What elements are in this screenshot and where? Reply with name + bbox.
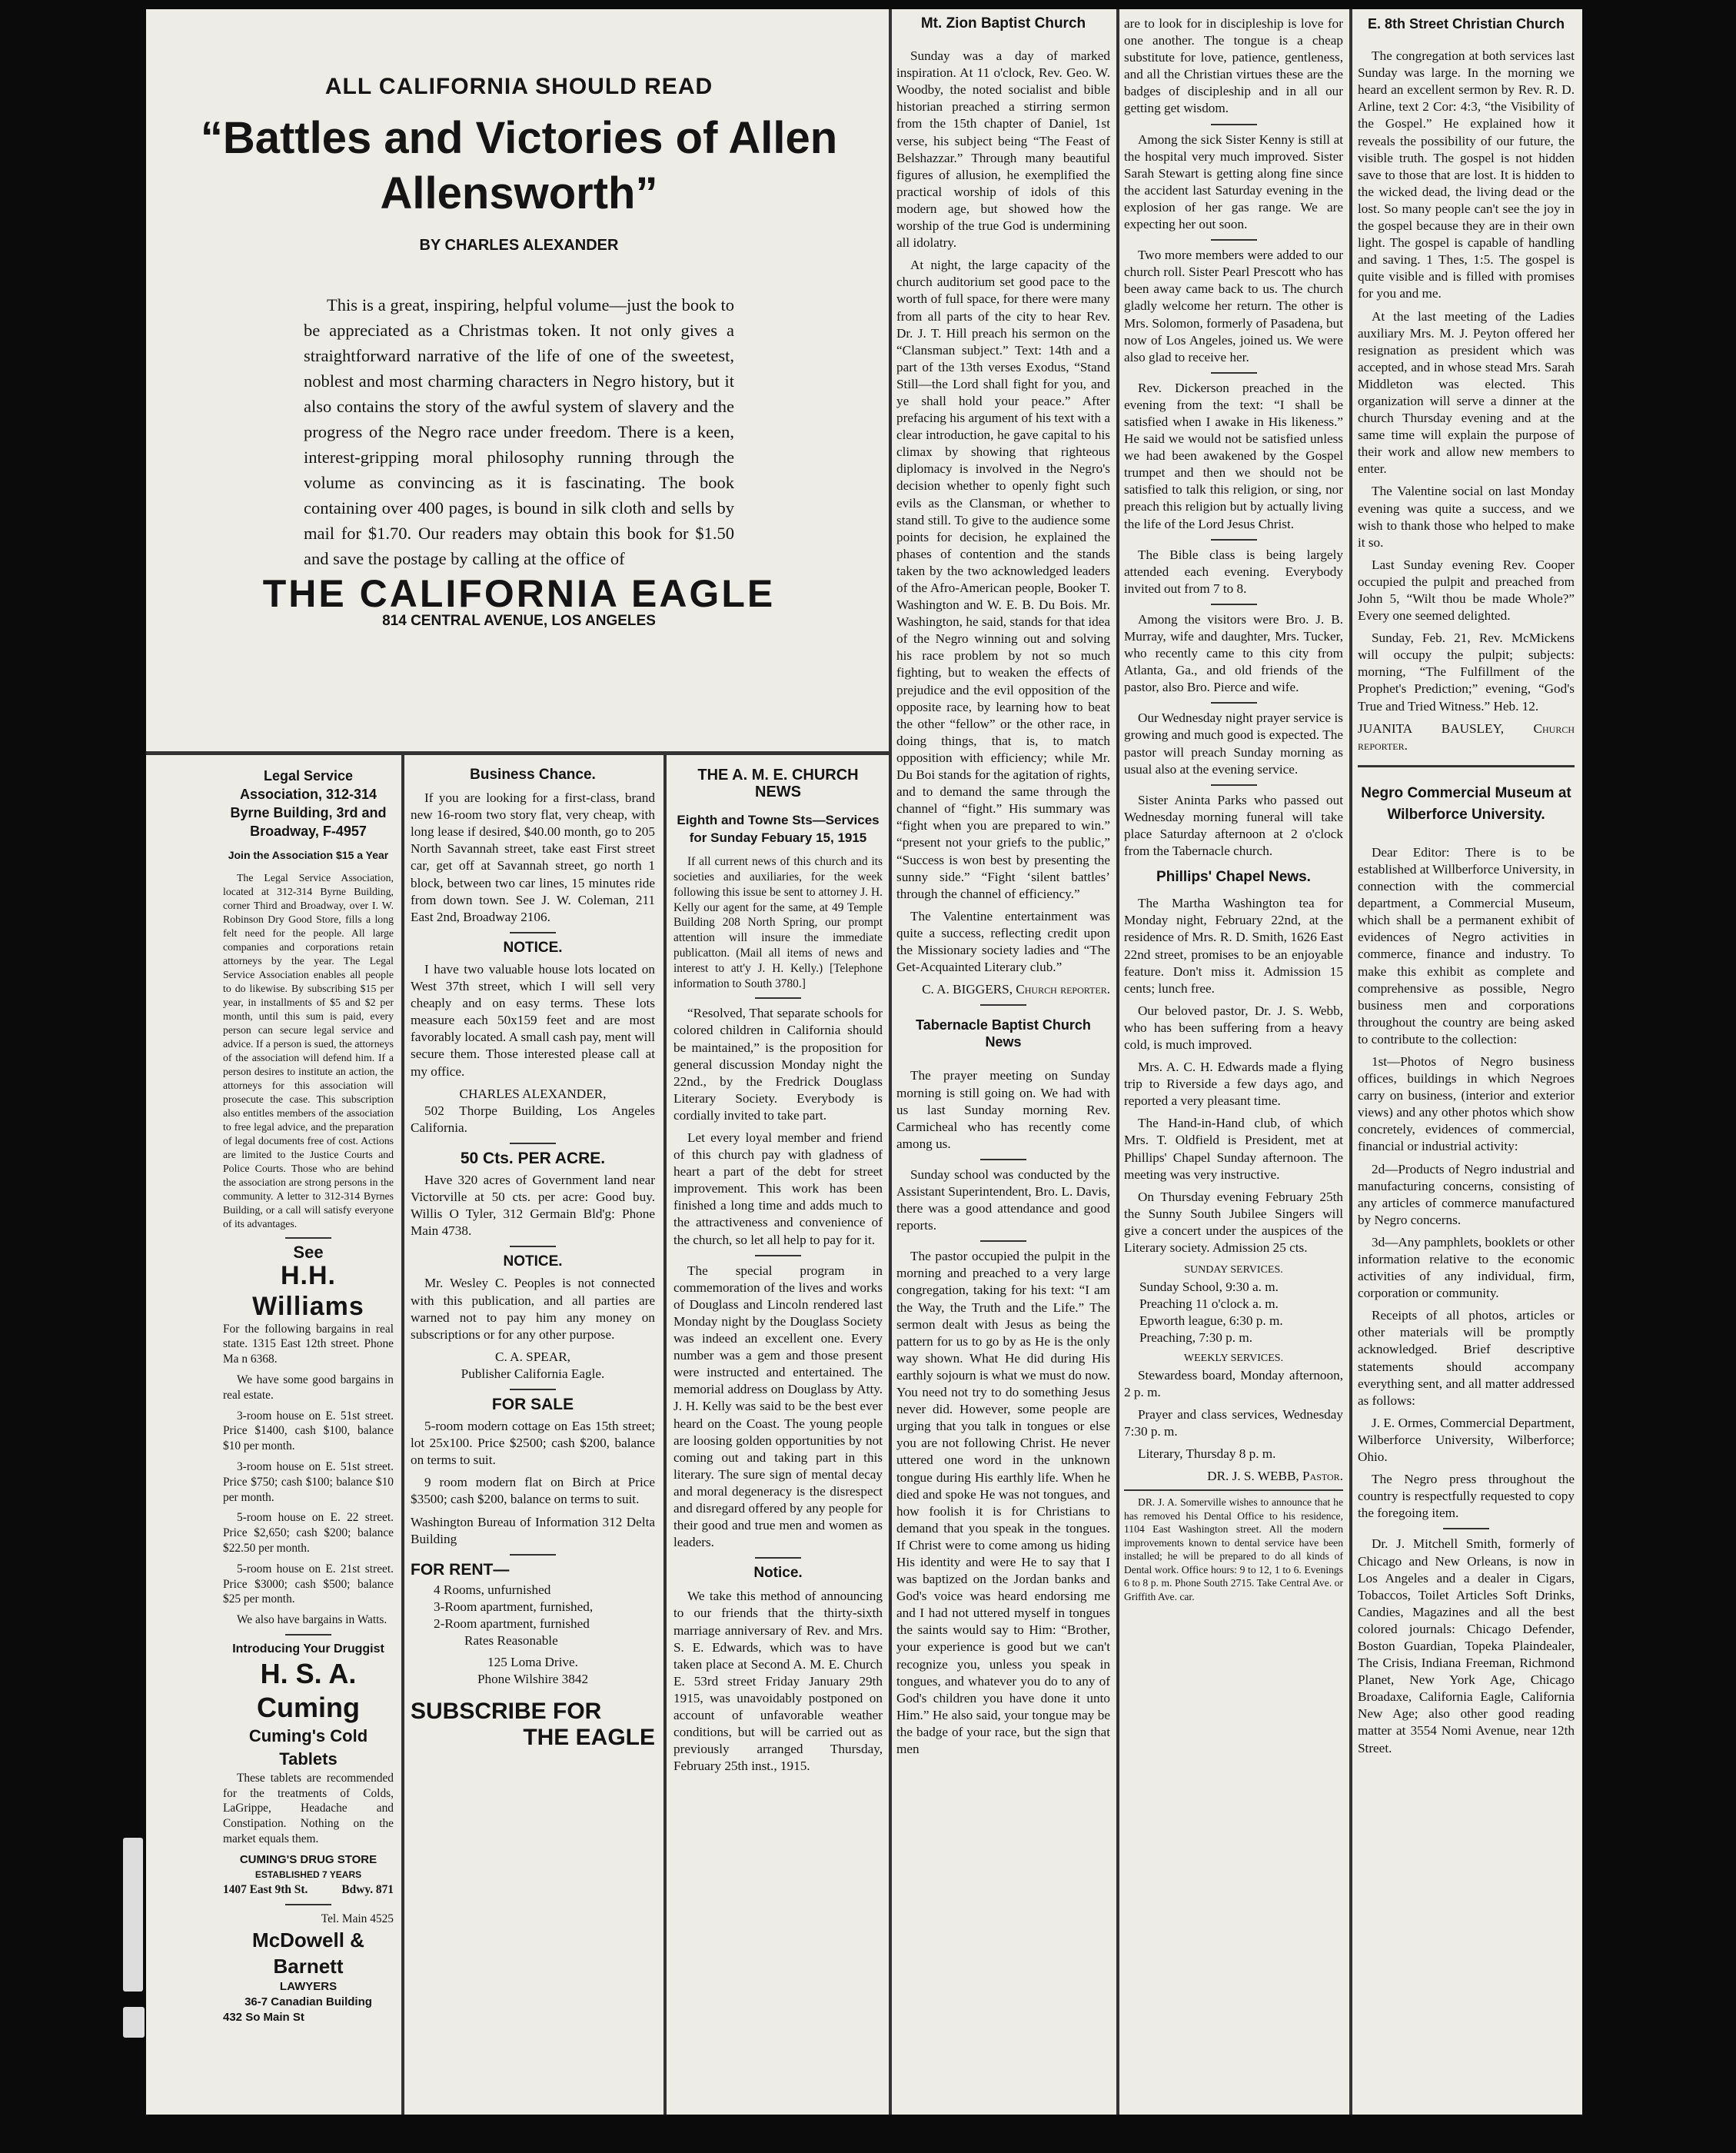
museum-paragraph: 2d—Products of Negro industrial and manufacturing concerns, consisting of any articles of commerce manufactured by Negro concerns. (1358, 1161, 1575, 1227)
sunday-service: Epworth league, 6:30 p. m. (1139, 1313, 1283, 1329)
column-1 (223, 767, 394, 2112)
for-sale-item: 9 room modern flat on Birch at Price $3500; cash $200, balance on terms to suit. (411, 1475, 655, 1507)
divider (1211, 124, 1257, 125)
legal-service-body: The Legal Service Association, located at 312-314 Byrne Building, corner Third and Broadway, over I. W. Robinson Dry Good Store, fills a long felt need for the people. All large companies and corporations retain attorneys by the year. The Legal Service Association enables all people to do likewise. By subscribing $15 per year, in installments of $5 and $2 per month, until this sum is paid, every person can secure legal service and advice. If a person is sued, the attorneys of the association will defend him. If a person desires to institute an action, the attorneys for this association will prosecute the case. This subscription also entitles members of the association to free legal advice, and the preparation of legal documents free of cost. Actions are limited to the Justice Courts and Police Courts. Those who are behind the association are strong persons in the community. A letter to 312-314 Byrnes Building, or a call will satisfy everyone of its advantages. (223, 871, 394, 1230)
phillips-paragraph: The Martha Washington tea for Monday night, February 22nd, at the residence of Mrs. R. D. Smith, 1626 East 22nd street, promises to be an enjoyable feature. Don't miss it. Admission 15 cents; lunch free. (1124, 896, 1343, 996)
tabernacle-continued: are to look for in discipleship is love for one another. The tongue is a cheap substitute for love, patience, gentleness, and all the Christian virtues these are the badges of discipleship and in all our getting get wisdom. (1124, 16, 1343, 116)
column-rule-5-6 (1349, 9, 1352, 2115)
business-chance-body: If you are looking for a first-class, brand new 16-room two story flat, very cheap, with long lease if desired, $40.00 month, go to 205 North Savannah street, take east First street car, get off at Savannah street, go north 1 block, between two car lines, 15 minutes ride from down town. See J. W. Coleman, 211 East 2nd, Broadway 2106. (411, 790, 655, 924)
divider (510, 932, 556, 933)
museum-paragraph: 1st—Photos of Negro business offices, buildings in which Negroes carry on business, (interior and exterior views) and any other photos which show concretely, evidences of commercial, financial or industrial activity: (1358, 1053, 1575, 1154)
phillips-heading: Phillips' Chapel News. (1156, 869, 1311, 886)
for-sale-bureau: Washington Bureau of Information 312 Delta Building (411, 1514, 655, 1546)
acre-body: Have 320 acres of Government land near Victorville at 50 cts. per acre: Good buy. Willis O Tyler, 312 Germain Bld'g: Phone Main 4738. (411, 1172, 655, 1239)
cuming-name: H. S. A. Cuming (257, 1657, 360, 1723)
margin-mark-dot (123, 2007, 145, 2038)
museum-paragraph: 3d—Any pamphlets, booklets or other information relative to the economic activities of any individual, firm, corporation or community. (1358, 1234, 1575, 1301)
legal-join-line: Join the Association $15 a Year (228, 849, 389, 861)
newspaper-page (146, 9, 1582, 2115)
christian-church-paragraph: The Valentine social on last Monday evening was quite a success, and we wish to thank those who helped to make it so. (1358, 484, 1575, 550)
notice-body: I have two valuable house lots located on West 37th street, which I will sell very cheaply and on easy terms. These lots measure each 50x159 feet and are most favorably located. A small cash pay, ment will secure them. Those interested please call at my office. (411, 961, 655, 1079)
tablets-body: These tablets are recommended for the treatments of Colds, LaGrippe, Headache and Constipation. Nothing on the market equals them. (223, 1771, 394, 1845)
notice-heading: NOTICE. (503, 939, 563, 956)
christian-church-paragraph: Last Sunday evening Rev. Cooper occupied the pulpit and preached from John 5, “Wilt thou be made Whole?” Every one seemed delighted. (1358, 557, 1575, 624)
column-rule-2-3 (663, 751, 667, 2115)
listing: 5-room house on E. 21st street. Price $3000; cash $500; balance $25 per month. (223, 1562, 394, 1606)
ame-church-heading: THE A. M. E. CHURCH NEWS (697, 767, 859, 801)
tabernacle-heading: Tabernacle Baptist Church News (916, 1017, 1091, 1050)
divider (755, 997, 801, 999)
mt-zion-paragraph: Sunday was a day of marked inspiration. At 11 o'clock, Rev. Geo. W. Woodby, the noted socialist and bible historian preached a stirring sermon from the 15th chapter of Daniel, 1st verse, his subject being “The Feast of Belshazzar.” Through many beautiful figures of allusion, he exemplified the practical worship of idols of this modern age, but showed how the worship of the true God is undermining all idolatry. (896, 48, 1110, 251)
phillips-paragraph: On Thursday evening February 25th the Sunny South Jubilee Singers will give a concert under the auspices of the Literary society. Admission 25 cts. (1124, 1189, 1343, 1255)
legal-service-heading: Legal Service Association, 312-314 Byrne Building, 3rd and Broadway, F-4957 (230, 768, 387, 839)
ad-title-line1: “Battles and Victories of Allen (200, 113, 838, 164)
ame-notice-heading: Notice. (753, 1565, 803, 1582)
tabernacle-paragraph: The prayer meeting on Sunday morning is still going on. We had with us last Sunday morning Rev. Carmicheal who has recently come among us. (896, 1068, 1110, 1151)
business-chance-heading: Business Chance. (470, 767, 596, 783)
divider (510, 1143, 556, 1144)
divider (1443, 1528, 1489, 1529)
weekly-service: Literary, Thursday 8 p. m. (1138, 1446, 1276, 1462)
weekly-services-heading: WEEKLY SERVICES. (1183, 1352, 1284, 1364)
divider (980, 1240, 1026, 1242)
sunday-services-heading: SUNDAY SERVICES. (1184, 1264, 1283, 1276)
column-5 (1124, 15, 1343, 2111)
for-rent-heading: FOR RENT— (411, 1560, 510, 1579)
column-rule-ad (889, 9, 892, 2115)
column-rule-4-5 (1116, 9, 1119, 2115)
notice-heading: NOTICE. (503, 1253, 563, 1270)
williams-some: We have some good bargains in real estate. (223, 1373, 394, 1402)
tabernacle-paragraph: Rev. Dickerson preached in the evening from the text: “I shall be satisfied when I awake in His likeness.” He said we would not be satisfied unless we had been awakened by the Gospel trumpet and then we should not be satisfied to talk this religion, or sing, nor preach this religion but by actually living the life of the Lord Jesus Christ. (1124, 380, 1343, 531)
tabernacle-paragraph: Two more members were added to our church roll. Sister Pearl Prescott who has been away came back to us. The church gladly welcome her return. The other is Mrs. Solomon, formerly of Pasadena, but now of Los Angeles, joined us. We were also glad to receive her. (1124, 248, 1343, 364)
for-sale-item: 5-room modern cottage on Eas 15th street; lot 25x100. Price $2500; cash $200, balance on terms to suit. (411, 1419, 655, 1468)
divider (285, 1904, 331, 1905)
drug-established: ESTABLISHED 7 YEARS (254, 1868, 362, 1880)
tabernacle-paragraph: Sister Aninta Parks who passed out Wednesday morning funeral will take place Saturday afternoon at 2 o'clock from the Tabernacle church. (1124, 792, 1343, 859)
sunday-service: Sunday School, 9:30 a. m. (1139, 1279, 1279, 1295)
listing: 3-room house on E. 51st street. Price $1400, cash $100, balance $10 per month. (223, 1409, 394, 1453)
lawyers-name: McDowell & Barnett (252, 1928, 364, 1978)
drug-address-row (223, 1882, 394, 1898)
divider (1211, 239, 1257, 241)
mt-zion-heading: Mt. Zion Baptist Church (920, 15, 1086, 32)
ame-notice-body: We take this method of announcing to our friends that the thirty-sixth marriage anniversary of Rev. and Mrs. S. E. Edwards, which was to have taken place at Second A. M. E. Church E. 53rd street Friday January 29th 1915, was unavoidably postponed on account of unfavorable weather conditions, but will be carried out as previously arranged Thursday, February 25th inst., 1915. (673, 1589, 883, 1774)
notice-signature: CHARLES ALEXANDER, (459, 1086, 607, 1101)
divider (285, 1237, 331, 1239)
listing: We also have bargains in Watts. (237, 1613, 387, 1627)
tabernacle-paragraph: Our Wednesday night prayer service is growing and much good is expected. The pastor will preach Sunday morning as usual also at the evening service. (1124, 710, 1343, 777)
column-4 (896, 15, 1110, 2111)
see-heading: See (293, 1242, 324, 1262)
column-2 (411, 767, 655, 2112)
divider (1211, 784, 1257, 786)
phillips-pastor: DR. J. S. WEBB, Pastor. (1207, 1469, 1343, 1484)
for-rent-item: Rates Reasonable (464, 1633, 558, 1649)
ad-body: This is a great, inspiring, helpful volume—just the book to be appreciated as a Christmas token. It not only gives a straightforward narrative of the life of one of the sweetest, noblest and most charming characters in Negro history, but it also contains the story of the awful system of slavery and the progress of the Negro race under freedom. There is a keen, interest-gripping moral philosophy running through the volume as convincing as it is fascinating. The book containing over 400 pages, is bound in silk cloth and sells by mail for $1.70. Our readers may obtain this book for $1.50 and save the postage by calling at the office of (304, 295, 734, 569)
phillips-paragraph: Our beloved pastor, Dr. J. S. Webb, who has been suffering from a heavy cold, is much improved. (1124, 1003, 1343, 1052)
museum-paragraph: Dear Editor: There is to be established at Willberforce University, in connection with the commercial department, a Commercial Museum, which shall be a permanent exhibit of evidences of Negro activities in commerce, finance and industry. To make this exhibit as complete and comprehensive as possible, Negro business men and corporations throughout the country are being asked to contribute to the collection: (1358, 844, 1575, 1047)
for-rent-item: 4 Rooms, unfurnished (434, 1582, 551, 1597)
notice-signature: C. A. SPEAR, (495, 1349, 570, 1364)
introducing-line: Introducing Your Druggist (232, 1642, 384, 1656)
ad-tagline: ALL CALIFORNIA SHOULD READ (324, 74, 713, 99)
divider (1211, 702, 1257, 704)
sunday-service: Preaching, 7:30 p. m. (1139, 1330, 1253, 1346)
column-rule-1-2 (401, 751, 404, 2115)
ame-paragraph: The special program in commemoration of the lives and works of Douglass and Lincoln rendered last Monday night by the Douglass Society was indeed an excellent one. Every number was a gem and those present were instructed and entertained. The memorial address on Douglass by Atty. J. H. Kelly was said to be the best ever heard on the Coast. The young people are loosing golden opportunities by not coming out and taking part in this literary. The sure sign of mental decay and moral degeneracy is the disrespect and disregard offered by any people for their good and true men and women as leaders. (673, 1263, 883, 1550)
ame-paragraph: If all current news of this church and its societies and auxiliaries, for the week following this issue be sent to attorney J. H. Kelly our agent for the same, at 49 Temple Building 208 North Spring, our prompt attention will insure the immediate publicatton. (Mail all items of news and interest to att'y J. H. Kelly.) [Telephone information to South 3780.] (673, 855, 883, 990)
divider (755, 1557, 801, 1559)
christian-church-heading: E. 8th Street Christian Church (1367, 16, 1565, 32)
christian-church-reporter: JUANITA BAUSLEY, Church reporter. (1358, 720, 1575, 753)
tabernacle-paragraph: The Bible class is being largely attended each evening. Everybody invited out from 7 to 8. (1124, 547, 1343, 596)
divider (980, 1159, 1026, 1160)
phillips-paragraph: The Hand-in-Hand club, of which Mrs. T. Oldfield is President, met at Phillips' Chapel Sunday afternoon. The meeting was very instructive. (1124, 1116, 1343, 1182)
museum-paragraph: Receipts of all photos, articles or other materials will be promptly acknowledged. Brief descriptive statements should accompany everything sent, and all matter addressed as follows: (1358, 1308, 1575, 1408)
for-rent-item: 2-Room apartment, furnished (434, 1616, 590, 1632)
ame-paragraph: “Resolved, That separate schools for colored children in California should be maintained,” is the proposition for general discussion Monday night the 22nd., by the Fredrick Douglass Literary Society. Everybody is cordially invited to take part. (673, 1006, 883, 1123)
dentist-notice: DR. J. A. Somerville wishes to announce that he has removed his Dental Office to his residence, 1104 East Washington street. All the modern improvements known to dental service have been installed; he will be prepared to do all kinds of Dental work. Office hours: 9 to 12, 1 to 6. Evenings 6 to 8 p. m. Phone South 2715. Take Central Ave. or Griffith Ave. car. (1124, 1496, 1343, 1602)
divider (980, 1004, 1026, 1006)
lawyers-tel: Tel. Main 4525 (321, 1912, 394, 1926)
divider (755, 1255, 801, 1256)
column-3 (673, 767, 883, 2112)
divider (510, 1554, 556, 1556)
museum-paragraph: The Negro press throughout the country is respectfully requested to copy the foregoing item. (1358, 1472, 1575, 1521)
tabernacle-paragraph: The pastor occupied the pulpit in the morning and preached to a very large congregation, taking for his text: “I am the Way, the Truth and the Life.” The sermon dealt with Jesus as being the pattern for us to go by as He is the only way shown. What He did during His earthly sojourn is what we must do now. You need not try to do something Jesus never did. However, some people are urging that you talk in tongues or else you are not following Christ. He never uttered one word in the unknown tongue during His earthly life. When he died and spoke He was not tongues, and how foolish it is for Christians to demand that you speak in the tongues. If Christ were to come among us hiding His identity and were He to say that I was baptized on the Jordan banks and God's voice was heard endorsing me and I had not uttered myself in tongues the saints would say to Him: “Brother, your experience is good but we can't recognize you, unless you speak in tongues, and whatever you do to any of God's children you have done it unto Him.” He also said, your tongue may be the badge of your race, but the sign that men (896, 1249, 1110, 1756)
weekly-service: Prayer and class services, Wednesday 7:30 p. m. (1124, 1406, 1343, 1439)
divider (1124, 1489, 1343, 1491)
williams-intro: For the following bargains in real state. 1315 East 12th street. Phone Ma n 6368. (223, 1322, 394, 1366)
divider (1211, 539, 1257, 541)
notice-body: Mr. Wesley C. Peoples is not connected with this publication, and all parties are warned not to pay him any money on subscriptions or for any other purpose. (411, 1276, 655, 1342)
tabernacle-paragraph: Sunday school was conducted by the Assistant Superintendent, Bro. L. Davis, there was a good attendance and good reports. (896, 1166, 1110, 1233)
margin-mark (123, 1838, 143, 1992)
ad-paper-name: THE CALIFORNIA EAGLE (262, 572, 776, 616)
ad-byline: BY CHARLES ALEXANDER (419, 237, 619, 255)
ad-title-line2: Allensworth” (380, 168, 658, 219)
acre-heading: 50 Cts. PER ACRE. (460, 1149, 606, 1167)
weekly-service: Stewardess board, Monday afternoon, 2 p. m. (1124, 1367, 1343, 1399)
smith-dealer-notice: Dr. J. Mitchell Smith, formerly of Chicago and New Orleans, is now in Los Angeles and a dealer in Cigars, Tobaccos, Toilet Articles Soft Drinks, Candies, Magazines and all the best colored journals: Chicago Defender, Boston Guardian, Topeka Plaindealer, The Crisis, Indiana Freeman, Richmond Planet, New York Age, Chicago Broadaxe, California Eagle, California New Age; also other good reading matter at 3554 Nomi Avenue, near 12th Street. (1358, 1536, 1575, 1755)
drug-phone: Bdwy. 871 (341, 1883, 394, 1897)
museum-heading: Negro Commercial Museum at Wilberforce University. (1361, 784, 1571, 823)
subscribe-line2: THE EAGLE (523, 1725, 655, 1751)
listing: 5-room house on E. 22 street. Price $2,650; cash $200; balance $22.50 per month. (223, 1511, 394, 1555)
tabernacle-paragraph: Among the visitors were Bro. J. B. Murray, wife and daughter, Mrs. Tucker, who recently came to this city from Atlanta, Ga., and old friends of the pastor, also Bro. Pierce and wife. (1124, 611, 1343, 695)
divider (1358, 765, 1575, 767)
top-ad-bottom-rule (146, 751, 890, 755)
sunday-service: Preaching 11 o'clock a. m. (1139, 1296, 1279, 1312)
listing: 3-room house on E. 51st street. Price $750; cash $100; balance $10 per month. (223, 1459, 394, 1504)
ame-paragraph: Let every loyal member and friend of this church pay with gladness of heart a part of the debt for street improvement. This work has been finished a long time and adds much to the attractiveness and convenience of the church, so let all help to pay for it. (673, 1130, 883, 1247)
subscribe-line1: SUBSCRIBE FOR (411, 1699, 602, 1725)
mt-zion-paragraph: At night, the large capacity of the church auditorium set good pace to the worth of full space, for there were many from all parts of the city to hear Rev. Dr. J. T. Hill preach his sermon on the “Clansman subject.” Text: 14th and a part of the 13th verses Exodus, “Stand Still—the Lord shall fight for you, and ye shall hold your peace.” After prefacing his argument of his text with a clear introduction, he gave capital to his climax by showing that righteous diplomacy is involved in the Negro's decision whether to openly fight such evils as the Clansman, or whether to stand still. To give to the audience some points for decision, he explained the phases of contention and the stands taken by the two acknowledged leaders of the Afro-American people, Booker T. Washington and W. E. B. Du Bois. Mr. Washington, he said, stands for that idea of the Negro winning out and solving his race problem by not so much fighting, but to weaken the effects of prejudice and the evil opposition of the opposite race, by learning how to beat the other “fellow” or the other race, in doing things, that is, to match opposition with efficiency; while Mr. Du Boi stands for the agitation of rights, and to demand the same through the channel of “fight.” His summary was “fight when you are prepared to win.” “present not your griefs to the public,” “Success is won best by presenting the sunny side.” “Fight ‘silent battles’ through the channel of efficiency.” (896, 258, 1110, 901)
mt-zion-reporter: C. A. BIGGERS, Church reporter. (922, 982, 1110, 997)
christian-church-paragraph: Sunday, Feb. 21, Rev. McMickens will occupy the pulpit; subjects: morning, “The Fulfillment of the Prophet's Prediction;” evening, “God's True and Tried Witness.” Heb. 12. (1358, 631, 1575, 714)
christian-church-paragraph: The congregation at both services last Sunday was large. In the morning we heard an excellent sermon by Rev. R. D. Arline, text 2 Cor: 4:3, “the Visibility of the Gospel.” He explained how it reveals the possibility of our future, the visible truth. The gospel is not hidden save to those that are lost. It is hidden to the wicked dead, the living dead or the lost. So many people can't see the joy in the gospel because they are in their own light. The gospel is capable of handling and saving. 1 Thes, 1:5. The gospel is quite visible and is filled with promises for you and me. (1358, 48, 1575, 301)
divider (285, 1634, 331, 1636)
divider (1211, 372, 1257, 374)
for-rent-address: 125 Loma Drive. (487, 1655, 578, 1670)
lawyers-label: LAWYERS (279, 1979, 338, 1993)
notice-address: 502 Thorpe Building, Los Angeles California. (411, 1103, 655, 1135)
ad-address: 814 CENTRAL AVENUE, LOS ANGELES (382, 613, 656, 630)
divider (510, 1389, 556, 1390)
for-rent-phone: Phone Wilshire 3842 (477, 1672, 589, 1687)
phillips-paragraph: Mrs. A. C. H. Edwards made a flying trip to Riverside a few days ago, and reported a very pleasant time. (1124, 1060, 1343, 1109)
tabernacle-paragraph: Among the sick Sister Kenny is still at the hospital very much improved. Sister Sarah Stewart is getting along fine since the accident last Saturday evening in the explosion of her gas range. We are expecting her out soon. (1124, 131, 1343, 232)
divider (510, 1246, 556, 1247)
mt-zion-paragraph: The Valentine entertainment was quite a success, reflecting credit upon the Missionary society ladies and “The Get-Acquainted Literary club.” (896, 908, 1110, 975)
book-advertisement (177, 9, 861, 747)
museum-paragraph: J. E. Ormes, Commercial Department, Wilberforce University, Wilberforce; Ohio. (1358, 1415, 1575, 1465)
for-sale-heading: FOR SALE (491, 1396, 574, 1413)
christian-church-paragraph: At the last meeting of the Ladies auxiliary Mrs. M. J. Peyton offered her resignation as president which was accepted, and in whose stead Mrs. Sarah Middleton was elected. This organization will serve a dinner at the church Thursday evening and at the same time will explain the purpose of their work and allow new members to enter. (1358, 308, 1575, 477)
notice-signature-title: Publisher California Eagle. (461, 1366, 605, 1381)
ame-church-subheading: Eighth and Towne Sts—Services for Sunday Febuary 15, 1915 (677, 813, 880, 846)
column-6 (1358, 15, 1575, 2111)
lawyers-address2: 432 So Main St (223, 2010, 304, 2024)
for-rent-item: 3-Room apartment, furnished, (434, 1599, 594, 1614)
drug-address: 1407 East 9th St. (223, 1883, 308, 1897)
williams-name: H.H. Williams (252, 1260, 364, 1321)
divider (1211, 604, 1257, 605)
drug-store-name: CUMING'S DRUG STORE (239, 1852, 377, 1866)
tablets-heading: Cuming's Cold Tablets (248, 1725, 368, 1769)
lawyers-address1: 36-7 Canadian Building (244, 1995, 372, 2008)
